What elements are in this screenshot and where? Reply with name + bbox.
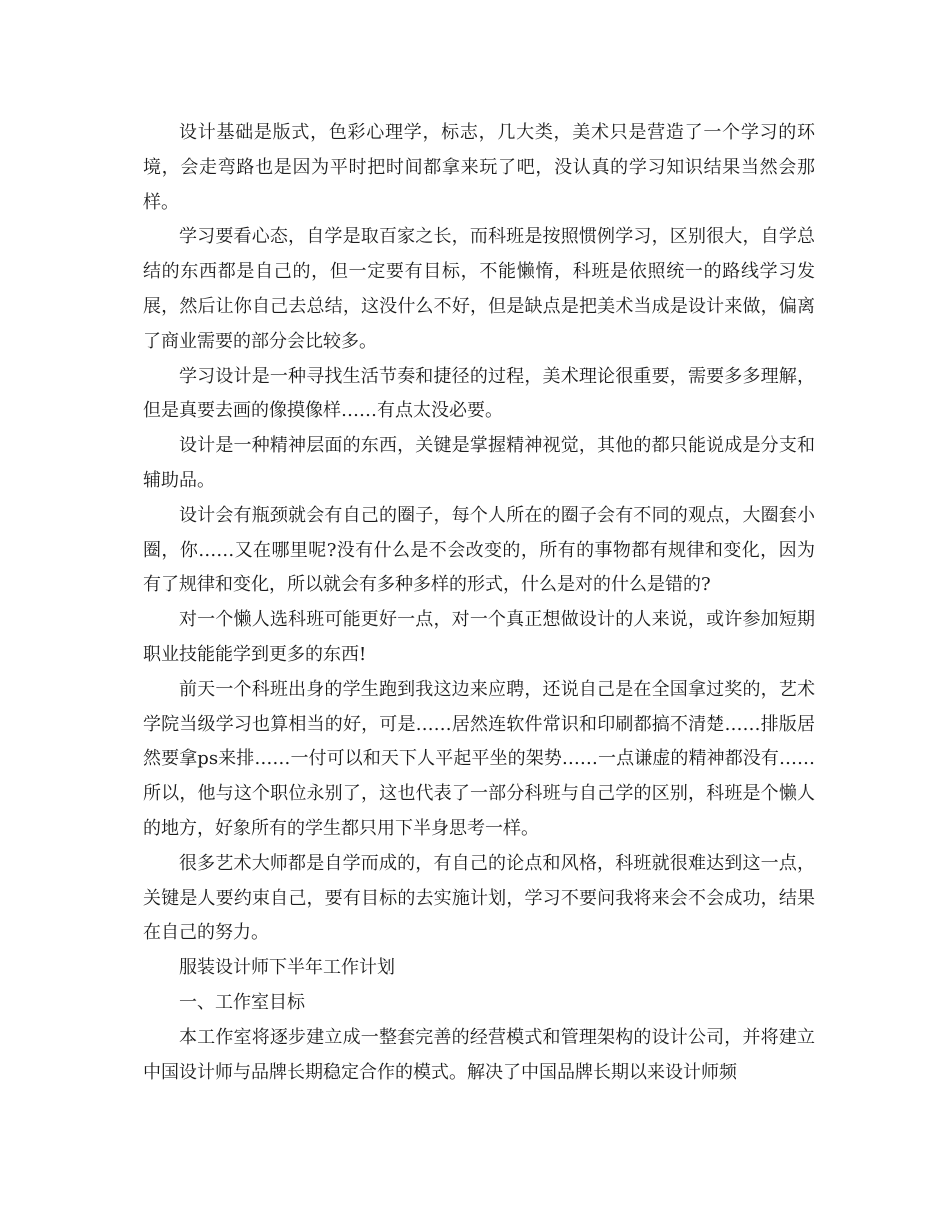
paragraph-lazy-person: 对一个懒人选科班可能更好一点，对一个真正想做设计的人来说，或许参加短期职业技能能学到更多的东西! [143,609,815,665]
paragraph-studio-goal: 本工作室将逐步建立成一整套完善的经营模式和管理架构的设计公司，并将建立中国设计师与品牌长期稳定合作的模式。解决了中国品牌长期以来设计师频 [143,1026,815,1083]
paragraph-learning-rhythm: 学习设计是一种寻找生活节奏和捷径的过程，美术理论很重要，需要多多理解，但是真要去画的像摸像样……有点太没必要。 [143,365,815,422]
paragraph-job-applicant: 前天一个科班出身的学生跑到我这边来应聘，还说自己是在全国拿过奖的，艺术学院当级学习也算相当的好，可是……居然连软件常识和印刷都搞不清楚……排版居然要拿ps来排……一付可以和天下人平起平坐的架势……一点谦虚的精神都没有……所以，他与这个职位永别了，这也代表了一部分科班与自己学的区别，科班是个懒人的地方，好象所有的学生都只用下半身思考一样。 [143,678,815,839]
paragraph-learning-mindset: 学习要看心态，自学是取百家之长，而科班是按照惯例学习，区别很大，自学总结的东西都是自己的，但一定要有目标，不能懒惰，科班是依照统一的路线学习发展，然后让你自己去总结，这没什么不好，但是缺点是把美术当成是设计来做，偏离了商业需要的部分会比较多。 [143,226,815,352]
section-heading-studio-goal: 一、工作室目标 [179,991,305,1013]
document-body [143,116,815,1090]
paragraph-bottleneck: 设计会有瓶颈就会有自己的圈子，每个人所在的圈子会有不同的观点，大圈套小圈，你……又在哪里呢?没有什么是不会改变的，所有的事物都有规律和变化，因为有了规律和变化，所以就会有多种多样的形式，什么是对的什么是错的? [143,504,815,596]
paragraph-spiritual-level: 设计是一种精神层面的东西，关键是掌握精神视觉，其他的都只能说成是分支和辅助品。 [143,435,815,491]
section-title-work-plan: 服装设计师下半年工作计划 [179,957,395,979]
paragraph-design-basics: 设计基础是版式，色彩心理学，标志，几大类，美术只是营造了一个学习的环境，会走弯路也是因为平时把时间都拿来玩了吧，没认真的学习知识结果当然会那样。 [143,122,815,213]
paragraph-self-taught-masters: 很多艺术大师都是自学而成的，有自己的论点和风格，科班就很难达到这一点，关键是人要约束自己，要有目标的去实施计划，学习不要问我将来会不会成功，结果在自己的努力。 [143,852,815,944]
